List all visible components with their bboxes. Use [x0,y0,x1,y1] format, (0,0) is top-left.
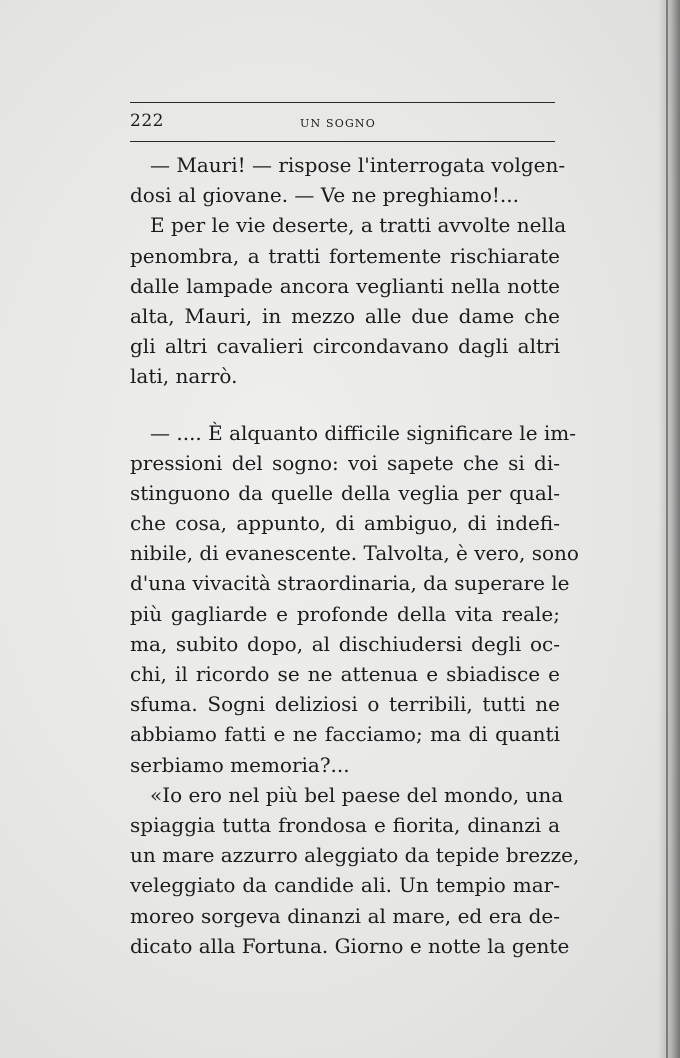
text-line: serbiamo memoria?... [130,752,350,777]
text-line: nibile, di evanescente. Talvolta, è vero, sono [130,541,579,566]
text-line: penombra, a tratti fortemente rischiarate [130,243,560,268]
text-line: alta, Mauri, in mezzo alle due dame che [130,303,560,328]
text-line: moreo sorgeva dinanzi al mare, ed era de- [130,903,560,928]
text-line: d'una vivacità straordinaria, da superare le [130,571,570,596]
text-line: veleggiato da candide ali. Un tempio mar- [130,873,560,898]
text-line: abbiamo fatti e ne facciamo; ma di quanti [130,722,560,747]
text-line: spiaggia tutta frondosa e fiorita, dinanzi a [130,812,560,837]
text-line: lati, narrò. [130,364,238,389]
text-line: «Io ero nel più bel paese del mondo, una [150,782,564,807]
paragraph [130,210,567,391]
text-line: più gagliarde e profonde della vita reale; [130,601,560,626]
text-line: E per le vie deserte, a tratti avvolte nella [150,213,567,238]
paragraph [130,150,566,210]
text-line: — Mauri! — rispose l'interrogata volgen- [150,153,566,177]
text-line: chi, il ricordo se ne attenua e sbiadisce e [130,662,560,686]
page-edge-line [666,0,668,1058]
text-line: un mare azzurro aleggiato da tepide brezze, [130,843,580,868]
text-line: dicato alla Fortuna. Giorno e notte la gente [130,933,570,958]
header-rule-bottom [130,141,555,142]
text-line: sfuma. Sogni deliziosi o terribili, tutti ne [130,692,560,717]
running-title: UN SOGNO [300,117,376,130]
text-line: ma, subito dopo, al dischiudersi degli oc- [130,631,560,656]
text-line: — .... È alquanto difficile significare le im- [150,420,577,445]
text-line: pressioni del sogno: voi sapete che si di- [130,450,560,475]
page-number: 222 [130,111,164,131]
text-line: che cosa, appunto, di ambiguo, di indefi- [130,511,560,536]
page-edge-shadow [658,0,680,1058]
body-text [130,150,580,961]
text-line: stinguono da quelle della veglia per qual- [130,480,560,505]
section-gap [130,392,560,418]
paragraph [130,780,580,961]
header-rule-top [130,102,555,103]
paragraph [130,418,579,780]
text-line: dosi al giovane. — Ve ne preghiamo!... [130,183,519,208]
text-line: dalle lampade ancora veglianti nella notte [130,273,560,298]
text-line: gli altri cavalieri circondavano dagli altri [130,334,560,359]
